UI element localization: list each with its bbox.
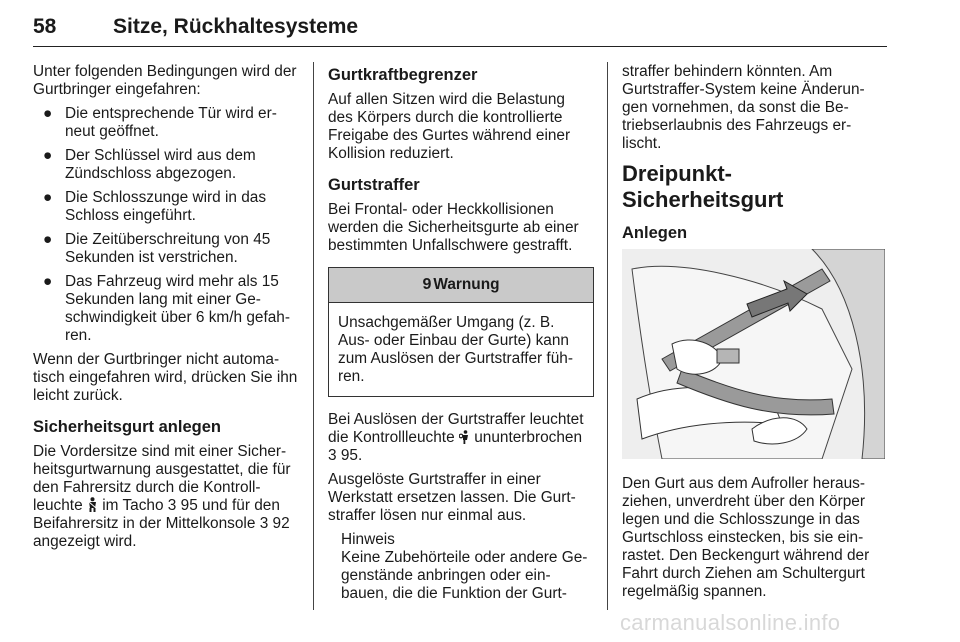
subheading-anlegen: Anlegen xyxy=(622,224,688,242)
intro-paragraph: Unter folgenden Bedingungen wird der Gurtbringer eingefahren: xyxy=(33,63,297,98)
note-title: Hinweis xyxy=(341,531,395,548)
column-right xyxy=(622,63,888,607)
warning-body: Unsachgemäßer Umgang (z. B. Aus- oder Einbau der Gurte) kann zum Auslösen der Gurtstraffer füh- ren. xyxy=(338,314,573,385)
warning-box xyxy=(328,267,594,397)
force-limiter-paragraph: Auf allen Sitzen wird die Belastung des Körpers durch die kontrollierte Freigabe des Gurtes während einer Kollision reduziert. xyxy=(328,91,571,162)
page-number: 58 xyxy=(33,15,57,38)
column-divider xyxy=(607,62,608,610)
list-item: ● Die entsprechende Tür wird er- neut geöffnet. xyxy=(43,105,277,140)
warning-header: 9 Warnung xyxy=(329,268,593,303)
section-heading-gurtkraftbegrenzer: Gurtkraftbegrenzer xyxy=(328,66,478,84)
seatbelt-warning-icon xyxy=(87,497,98,512)
page-header xyxy=(33,6,887,47)
list-item: ● Der Schlüssel wird aus dem Zündschloss abgezogen. xyxy=(43,147,256,182)
warning-triangle-icon: 9 xyxy=(422,276,432,293)
section-heading-gurtstraffer: Gurtstraffer xyxy=(328,176,420,194)
list-item: ● Die Zeitüberschreitung von 45 Sekunden ist verstrichen. xyxy=(43,231,271,266)
indicator-paragraph: Bei Auslösen der Gurtstraffer leuchtet die Kontrollleuchte ununterbrochen 3 95. xyxy=(328,411,584,464)
watermark: carmanualsonline.info xyxy=(620,610,841,635)
section-heading-sicherheitsgurt: Sicherheitsgurt anlegen xyxy=(33,418,221,436)
reference-arrow-icon: 3 xyxy=(259,515,269,532)
retract-paragraph: Wenn der Gurtbringer nicht automa- tisch eingefahren wird, drücken Sie ihn leicht zurück. xyxy=(33,351,298,404)
reference-arrow-icon: 3 xyxy=(167,497,177,514)
pretensioner-paragraph: Bei Frontal- oder Heckkollisionen werden die Sicherheitsgurte ab einer bestimmten Unfallschwere gestrafft. xyxy=(328,201,579,254)
airbag-warning-icon xyxy=(459,430,470,444)
seatbelt-fastening-illustration xyxy=(622,249,885,459)
list-item: ● Die Schlosszunge wird in das Schloss eingeführt. xyxy=(43,189,267,224)
seatbelt-warning-paragraph: Die Vordersitze sind mit einer Sicher- heitsgurtwarnung ausgestattet, die für den Fahrersitz durch die Kontroll- leuchte im Tacho 3 95 und für den Beifahrersitz in der Mittelkonsole 3 92 angezeigt wird. xyxy=(33,443,291,550)
column-left xyxy=(33,63,299,557)
section-heading-dreipunkt: Dreipunkt-Sicherheitsgurt xyxy=(622,161,784,212)
column-divider xyxy=(313,62,314,610)
page-title: Sitze, Rückhaltesysteme xyxy=(113,15,359,38)
note-box xyxy=(328,531,594,603)
continued-paragraph: straffer behindern könnten. Am Gurtstraffer-System keine Änderun- gen vornehmen, da sonst die Be- triebserlaubnis des Fahrzeugs er- lischt. xyxy=(622,63,865,152)
reference-arrow-icon: 3 xyxy=(328,447,337,464)
note-body: Keine Zubehörteile oder andere Ge- genstände anbringen oder ein- bauen, die die Funktion der Gurt- xyxy=(341,549,588,602)
replace-paragraph: Ausgelöste Gurtstraffer in einer Werkstatt ersetzen lassen. Die Gurt- straffer lösen nur einmal aus. xyxy=(328,471,576,524)
list-item: ● Das Fahrzeug wird mehr als 15 Sekunden lang mit einer Ge- schwindigkeit über 6 km/h gefah- ren. xyxy=(43,273,290,344)
column-middle xyxy=(328,63,594,609)
fastening-paragraph: Den Gurt aus dem Aufroller heraus- ziehen, unverdreht über den Körper legen und die Schlosszunge in das Gurtschloss einstecken, bis sie ein- rastet. Den Beckengurt während der Fahrt durch Ziehen am Schultergurt regelmäßig spannen. xyxy=(622,475,870,600)
